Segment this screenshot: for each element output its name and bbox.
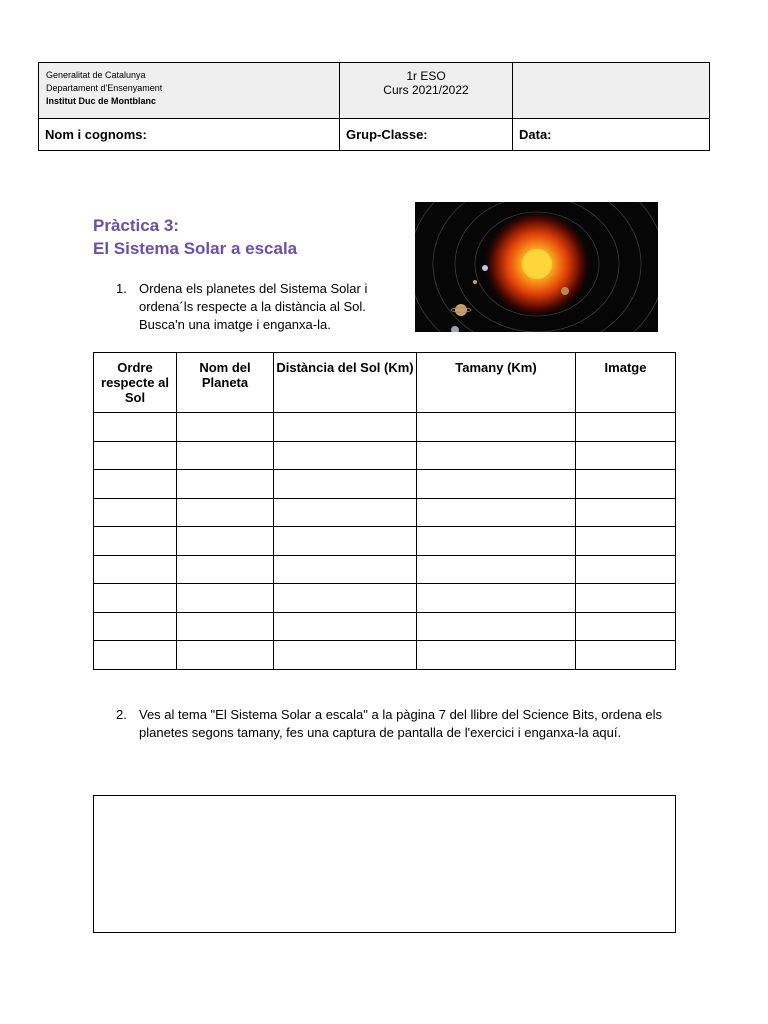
name-label: Nom i cognoms: xyxy=(45,127,147,142)
column-header-name: Nom del Planeta xyxy=(177,353,274,413)
table-cell-order[interactable] xyxy=(94,527,177,556)
table-cell-distance[interactable] xyxy=(274,641,417,670)
table-cell-image[interactable] xyxy=(576,641,676,670)
table-row xyxy=(94,413,676,442)
table-cell-name[interactable] xyxy=(177,641,274,670)
table-cell-size[interactable] xyxy=(417,641,576,670)
table-cell-name[interactable] xyxy=(177,527,274,556)
table-cell-image[interactable] xyxy=(576,555,676,584)
table-cell-distance[interactable] xyxy=(274,498,417,527)
question-1-text: Ordena els planetes del Sistema Solar i ordena´ls respecte a la distància al Sol. Busca'n una imatge i enganxa-la. xyxy=(139,281,368,332)
table-row xyxy=(94,641,676,670)
table-cell-name[interactable] xyxy=(177,498,274,527)
table-cell-order[interactable] xyxy=(94,612,177,641)
table-cell-image[interactable] xyxy=(576,527,676,556)
table-cell-image[interactable] xyxy=(576,470,676,499)
table-cell-distance[interactable] xyxy=(274,441,417,470)
course-cell xyxy=(340,63,513,119)
table-row xyxy=(94,470,676,499)
table-cell-name[interactable] xyxy=(177,470,274,499)
table-cell-size[interactable] xyxy=(417,470,576,499)
table-cell-order[interactable] xyxy=(94,584,177,613)
table-cell-order[interactable] xyxy=(94,413,177,442)
question-2-number: 2. xyxy=(116,707,127,722)
course-level: 1r ESO xyxy=(406,69,446,83)
institution-line-2: Departament d'Ensenyament xyxy=(46,83,163,93)
table-row xyxy=(94,441,676,470)
table-cell-order[interactable] xyxy=(94,441,177,470)
table-cell-image[interactable] xyxy=(576,498,676,527)
group-label: Grup-Classe: xyxy=(346,127,428,142)
table-cell-distance[interactable] xyxy=(274,527,417,556)
table-cell-order[interactable] xyxy=(94,555,177,584)
institution-line-3: Institut Duc de Montblanc xyxy=(46,96,156,106)
table-cell-image[interactable] xyxy=(576,441,676,470)
table-row xyxy=(94,527,676,556)
table-cell-image[interactable] xyxy=(576,612,676,641)
question-2-text: Ves al tema "El Sistema Solar a escala" a la pàgina 7 del llibre del Science Bits, ordena els planetes segons tamany, fes una captura de pantalla de l'exercici i enganxa-la aquí. xyxy=(139,707,663,740)
table-cell-name[interactable] xyxy=(177,584,274,613)
table-cell-size[interactable] xyxy=(417,413,576,442)
column-header-distance: Distància del Sol (Km) xyxy=(274,353,417,413)
solar-system-image xyxy=(415,202,658,332)
title-line-2: El Sistema Solar a escala xyxy=(93,239,298,258)
table-cell-image[interactable] xyxy=(576,413,676,442)
date-label: Data: xyxy=(519,127,552,142)
institution-line-1: Generalitat de Catalunya xyxy=(46,70,146,80)
column-header-size: Tamany (Km) xyxy=(417,353,576,413)
screenshot-paste-box[interactable] xyxy=(93,795,676,933)
table-cell-size[interactable] xyxy=(417,527,576,556)
table-cell-distance[interactable] xyxy=(274,470,417,499)
date-field[interactable] xyxy=(513,119,710,151)
table-row xyxy=(94,498,676,527)
table-cell-size[interactable] xyxy=(417,555,576,584)
table-cell-order[interactable] xyxy=(94,498,177,527)
institution-cell xyxy=(39,63,340,119)
group-field[interactable] xyxy=(340,119,513,151)
planets-table xyxy=(93,352,676,670)
logo-cell xyxy=(513,63,710,119)
table-cell-order[interactable] xyxy=(94,641,177,670)
name-field[interactable] xyxy=(39,119,340,151)
title-line-1: Pràctica 3: xyxy=(93,216,179,235)
table-cell-size[interactable] xyxy=(417,441,576,470)
table-cell-distance[interactable] xyxy=(274,612,417,641)
header-table xyxy=(38,62,710,151)
column-header-image: Imatge xyxy=(576,353,676,413)
table-cell-distance[interactable] xyxy=(274,413,417,442)
table-cell-size[interactable] xyxy=(417,498,576,527)
page-title xyxy=(93,214,297,260)
table-cell-image[interactable] xyxy=(576,584,676,613)
table-row xyxy=(94,555,676,584)
table-row xyxy=(94,612,676,641)
table-cell-name[interactable] xyxy=(177,413,274,442)
table-cell-distance[interactable] xyxy=(274,584,417,613)
table-cell-distance[interactable] xyxy=(274,555,417,584)
table-row xyxy=(94,584,676,613)
table-cell-order[interactable] xyxy=(94,470,177,499)
table-header-row xyxy=(94,353,676,413)
table-cell-name[interactable] xyxy=(177,441,274,470)
table-cell-name[interactable] xyxy=(177,555,274,584)
table-cell-size[interactable] xyxy=(417,584,576,613)
table-cell-name[interactable] xyxy=(177,612,274,641)
course-year: Curs 2021/2022 xyxy=(383,83,469,97)
question-1-number: 1. xyxy=(116,281,127,296)
table-cell-size[interactable] xyxy=(417,612,576,641)
column-header-order: Ordre respecte al Sol xyxy=(94,353,177,413)
